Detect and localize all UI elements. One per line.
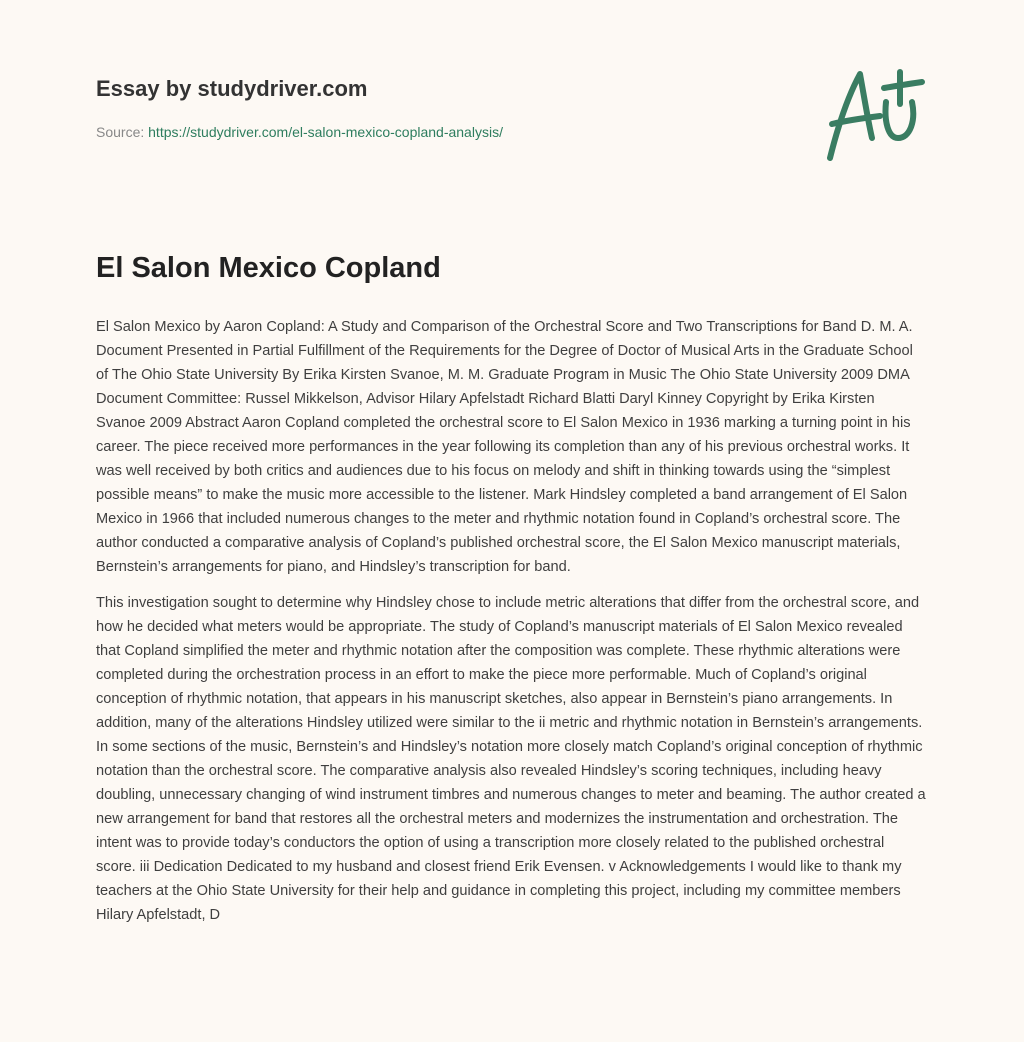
- source-line: [96, 124, 503, 140]
- brand-title: Essay by studydriver.com: [96, 76, 368, 101]
- essay-paragraph: This investigation sought to determine why Hindsley chose to include metric alterations that differ from the orchestral score, and how he decided what meters would be appropriate. The study of Copland’s manuscript materials of El Salon Mexico revealed that Copland simplified the meter and rhythmic notation after the composition was complete. These rhythmic alterations were completed during the orchestration process in an effort to make the piece more performable. Much of Copland’s original conception of rhythmic notation, that appears in his manuscript sketches, also appear in Bernstein’s piano arrangements. In addition, many of the alterations Hindsley utilized were similar to the ii metric and rhythmic notation in Bernstein’s arrangements. In some sections of the music, Bernstein’s and Hindsley’s notation more closely match Copland’s original conception of rhythmic notation than the orchestral score. The comparative analysis also revealed Hindsley’s scoring techniques, including heavy doubling, unnecessary changing of wind instrument timbres and numerous changes to meter and beaming. The author created a new arrangement for band that restores all the orchestral meters and modernizes the instrumentation and orchestration. The intent was to provide today’s conductors the option of using a transcription more closely related to the published orchestral score. iii Dedication Dedicated to my husband and closest friend Erik Evensen. v Acknowledgements I would like to thank my teachers at the Ohio State University for their help and guidance in completing this project, including my committee members Hilary Apfelstadt, D: [96, 595, 926, 923]
- essay-body: [96, 315, 928, 939]
- essay-paragraph: El Salon Mexico by Aaron Copland: A Study and Comparison of the Orchestral Score and Two Transcriptions for Band D. M. A. Document Presented in Partial Fulfillment of the Requirements for the Degree of Doctor of Musical Arts in the Graduate School of The Ohio State University By Erika Kirsten Svanoe, M. M. Graduate Program in Music The Ohio State University 2009 DMA Document Committee: Russel Mikkelson, Advisor Hilary Apfelstadt Richard Blatti Daryl Kinney Copyright by Erika Kirsten Svanoe 2009 Abstract Aaron Copland completed the orchestral score to El Salon Mexico in 1936 marking a turning point in his career. The piece received more performances in the year following its completion than any of his previous orchestral works. It was well received by both critics and audiences due to his focus on melody and shift in thinking towards using the “simplest possible means” to make the music more accessible to the listener. Mark Hindsley completed a band arrangement of El Salon Mexico in 1966 that included numerous changes to the meter and rhythmic notation found in Copland’s orchestral score. The author conducted a comparative analysis of Copland’s published orchestral score, the El Salon Mexico manuscript materials, Bernstein’s arrangements for piano, and Hindsley’s transcription for band.: [96, 319, 913, 575]
- source-label: Source:: [96, 124, 145, 140]
- essay-header: [96, 76, 503, 140]
- source-link[interactable]: https://studydriver.com/el-salon-mexico-copland-analysis/: [148, 124, 503, 140]
- page-title: El Salon Mexico Copland: [96, 252, 441, 284]
- a-plus-logo-icon: [818, 66, 928, 166]
